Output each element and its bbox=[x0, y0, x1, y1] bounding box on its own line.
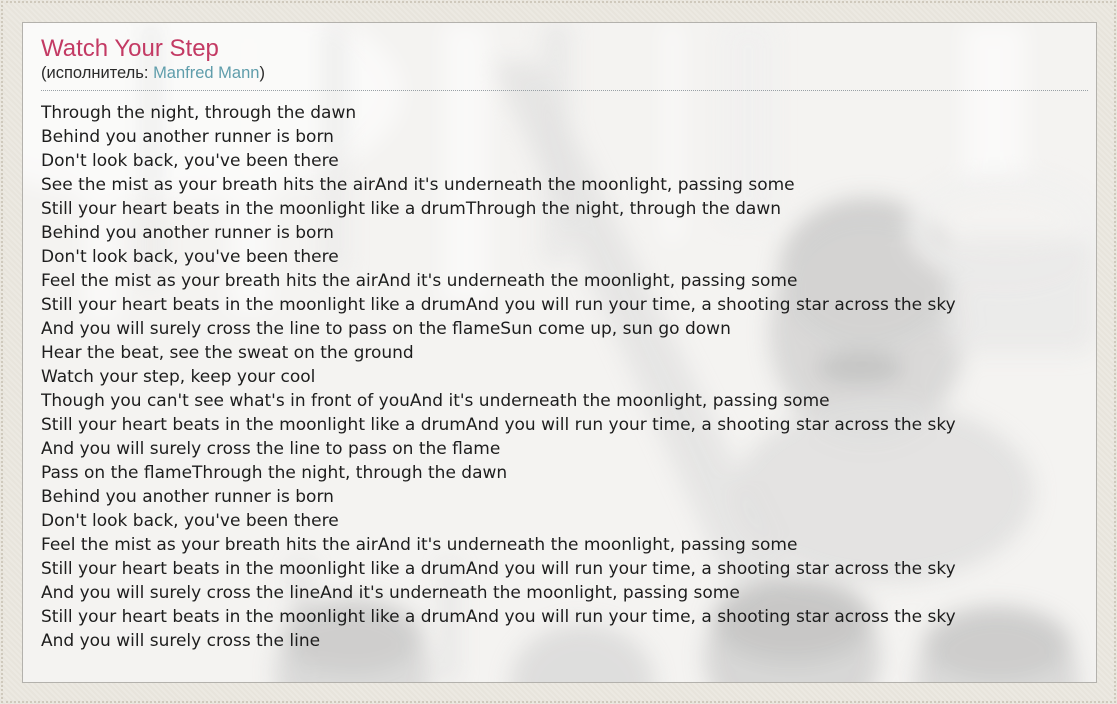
lyric-line: And you will surely cross the line to pass on the flame bbox=[41, 439, 501, 459]
lyric-line: Behind you another runner is born bbox=[41, 223, 334, 243]
lyric-line: Hear the beat, see the sweat on the ground bbox=[41, 343, 414, 363]
lyrics-panel bbox=[22, 22, 1097, 683]
lyric-line: Don't look back, you've been there bbox=[41, 151, 339, 171]
lyric-line: And you will surely cross the lineAnd it's underneath the moonlight, passing some bbox=[41, 583, 740, 603]
lyric-line: Don't look back, you've been there bbox=[41, 511, 339, 531]
lyric-line: Through the night, through the dawn bbox=[41, 103, 357, 123]
song-header bbox=[41, 35, 1088, 91]
lyric-line: Still your heart beats in the moonlight like a drumAnd you will run your time, a shooting star across the sky bbox=[41, 607, 956, 627]
lyric-line: See the mist as your breath hits the airAnd it's underneath the moonlight, passing some bbox=[41, 175, 795, 195]
lyric-line: Though you can't see what's in front of youAnd it's underneath the moonlight, passing some bbox=[41, 391, 830, 411]
lyric-line: Behind you another runner is born bbox=[41, 127, 334, 147]
lyric-line: Feel the mist as your breath hits the airAnd it's underneath the moonlight, passing some bbox=[41, 535, 798, 555]
artist-line bbox=[41, 63, 1088, 91]
song-title: Watch Your Step bbox=[41, 35, 219, 62]
lyric-line: Watch your step, keep your cool bbox=[41, 367, 316, 387]
artist-link[interactable]: Manfred Mann bbox=[153, 64, 260, 82]
lyric-line: And you will surely cross the line bbox=[41, 631, 321, 651]
lyric-line: And you will surely cross the line to pass on the flameSun come up, sun go down bbox=[41, 319, 731, 339]
lyric-line: Don't look back, you've been there bbox=[41, 247, 339, 267]
lyrics-text bbox=[41, 101, 1088, 653]
lyric-line: Still your heart beats in the moonlight like a drumThrough the night, through the dawn bbox=[41, 199, 782, 219]
lyric-line: Pass on the flameThrough the night, through the dawn bbox=[41, 463, 508, 483]
lyric-line: Behind you another runner is born bbox=[41, 487, 334, 507]
lyric-line: Still your heart beats in the moonlight like a drumAnd you will run your time, a shooting star across the sky bbox=[41, 559, 956, 579]
lyric-line: Still your heart beats in the moonlight like a drumAnd you will run your time, a shooting star across the sky bbox=[41, 295, 956, 315]
lyric-line: Feel the mist as your breath hits the airAnd it's underneath the moonlight, passing some bbox=[41, 271, 798, 291]
lyric-line: Still your heart beats in the moonlight like a drumAnd you will run your time, a shooting star across the sky bbox=[41, 415, 956, 435]
lyrics-panel-inner bbox=[23, 23, 1096, 653]
artist-label-prefix: (исполнитель: bbox=[41, 64, 154, 82]
artist-label-suffix: ) bbox=[259, 64, 265, 82]
